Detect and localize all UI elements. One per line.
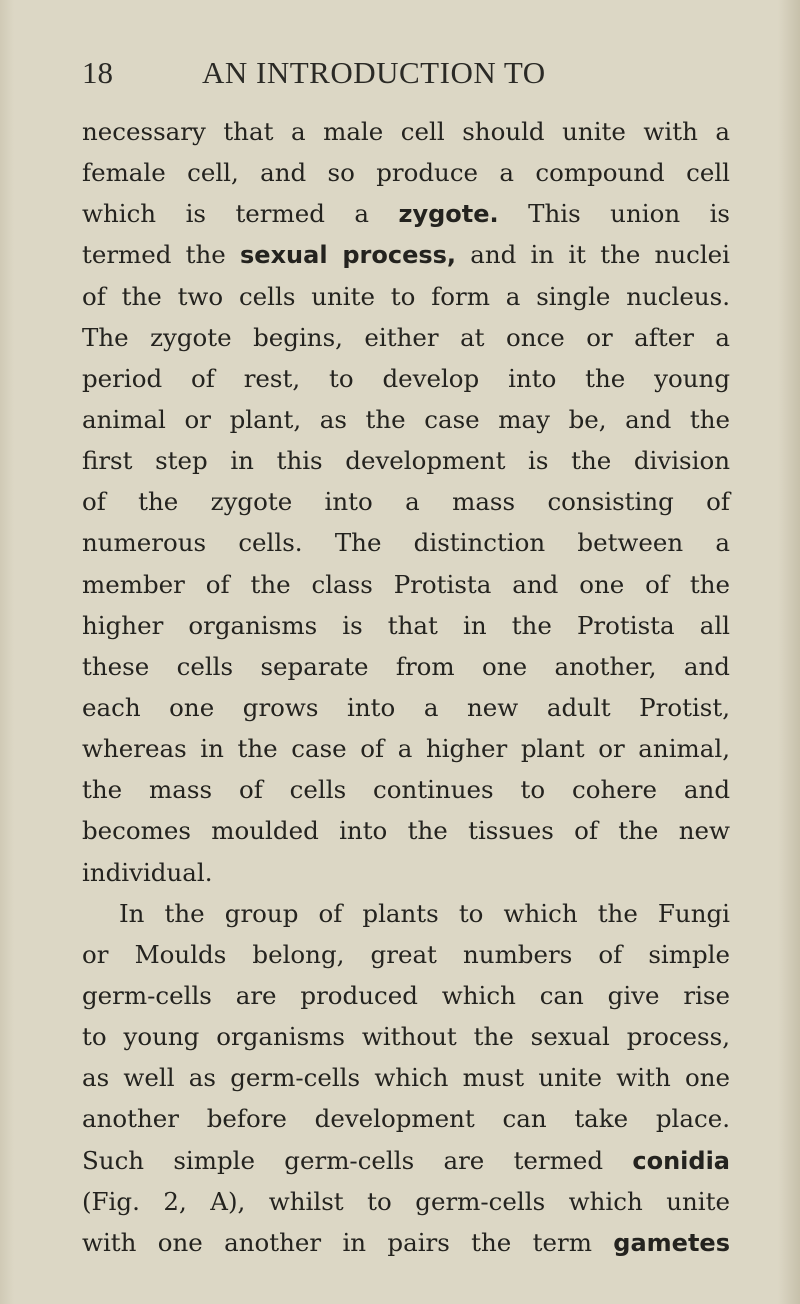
text-line: individual.	[82, 857, 213, 887]
text-line: higher organisms is that in the Protista all	[82, 610, 730, 640]
text-line: the mass of cells continues to cohere and	[82, 775, 730, 805]
text-line: with one another in pairs the term gametes	[82, 1227, 730, 1257]
text-line: member of the class Protista and one of the	[82, 569, 730, 599]
term-sexual-process: sexual process,	[240, 241, 457, 270]
page-header	[82, 55, 722, 95]
text-line: whereas in the case of a higher plant or animal,	[82, 734, 730, 764]
text-line: first step in this development is the division	[82, 446, 730, 476]
text-line: termed the sexual process, and in it the nuclei	[82, 240, 731, 270]
text-line: The zygote begins, either at once or after a	[82, 322, 730, 352]
text-line: In the group of plants to which the Fungi	[119, 898, 730, 928]
text-line: germ-cells are produced which can give rise	[82, 980, 730, 1010]
text-line: Such simple germ-cells are termed conidia	[82, 1145, 730, 1175]
text-line: another before development can take place.	[82, 1104, 730, 1134]
body-text	[82, 111, 730, 1263]
text-line: of the zygote into a mass consisting of	[82, 487, 730, 517]
running-head: AN INTRODUCTION TO	[202, 55, 546, 90]
text-line: these cells separate from one another, and	[82, 651, 730, 681]
term-gametes: gametes	[613, 1228, 730, 1257]
text-line: which is termed a zygote. This union is	[82, 199, 730, 229]
text-line: animal or plant, as the case may be, and the	[82, 404, 730, 434]
page-number: 18	[82, 55, 113, 90]
term-zygote: zygote.	[398, 200, 499, 229]
text-line: or Moulds belong, great numbers of simple	[82, 939, 730, 969]
text-line: as well as germ-cells which must unite with one	[82, 1063, 730, 1093]
term-conidia: conidia	[632, 1146, 730, 1175]
text-line: female cell, and so produce a compound cell	[82, 158, 730, 188]
text-line: numerous cells. The distinction between a	[82, 528, 730, 558]
text-line: of the two cells unite to form a single nucleus.	[82, 281, 730, 311]
text-line: becomes moulded into the tissues of the new	[82, 816, 730, 846]
text-line: period of rest, to develop into the young	[82, 363, 730, 393]
text-line: each one grows into a new adult Protist,	[82, 692, 730, 722]
text-line: (Fig. 2, A), whilst to germ-cells which unite	[82, 1186, 730, 1216]
text-line: to young organisms without the sexual process,	[82, 1022, 730, 1052]
text-line: necessary that a male cell should unite with a	[82, 117, 730, 146]
